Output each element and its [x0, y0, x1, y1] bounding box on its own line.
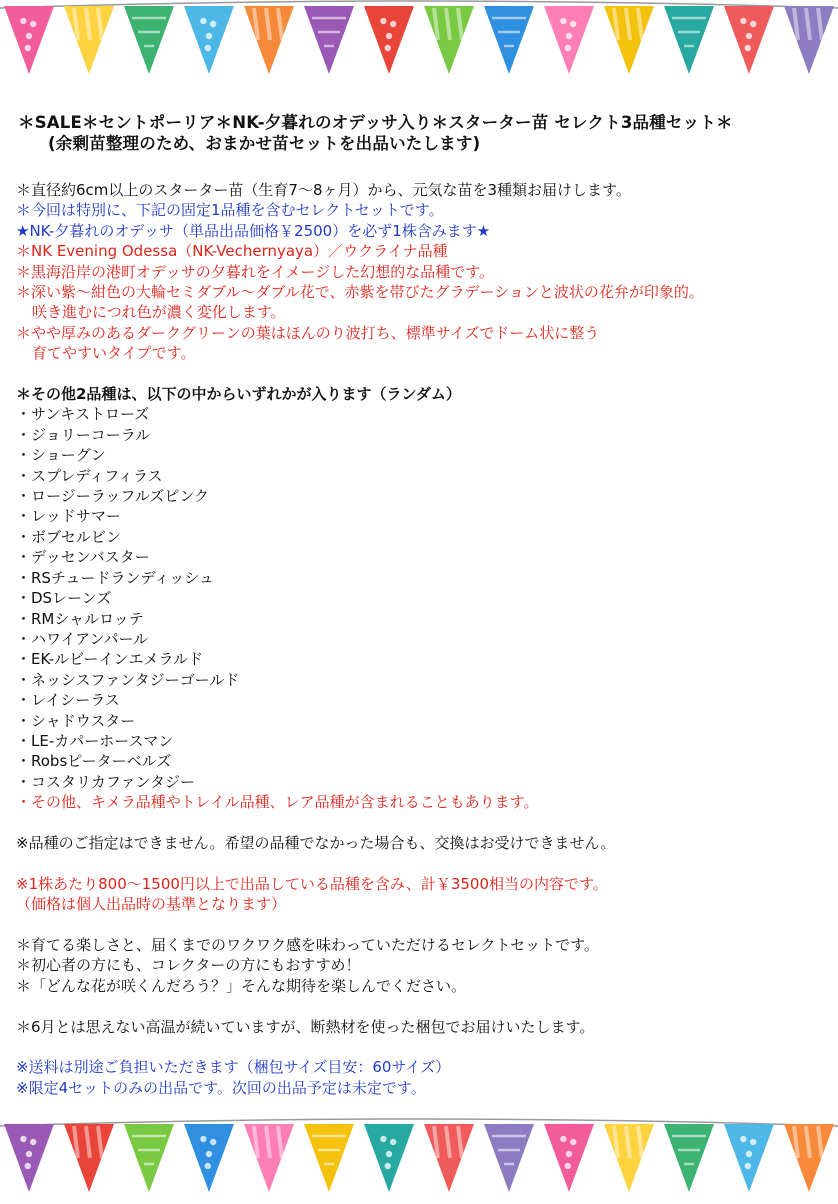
flag-dot [560, 1136, 566, 1142]
variety-item: ・ボブセルビン [16, 527, 121, 546]
flag-dot [746, 1151, 752, 1157]
flag-dot [380, 1136, 386, 1142]
variety-item: ・RMシャルロッテ [16, 609, 144, 628]
pennant-flag [664, 1124, 714, 1192]
variety-item: ・シャドウスター [16, 711, 136, 730]
flag-dot [750, 21, 756, 27]
flag-dot [390, 21, 396, 27]
flag-dot [210, 21, 216, 27]
pennant-flag [124, 1124, 174, 1192]
flag-dot [206, 33, 212, 39]
variety-item: ・LE-カパーホースマン [16, 731, 174, 750]
shipping-note: ＊6月とは思えない高温が続いていますが、断熱材を使った梱包でお届けいたします。 [16, 1017, 595, 1036]
flag-dot [30, 21, 36, 27]
pennant-flag [544, 1124, 594, 1192]
other-varieties-section [16, 384, 826, 813]
flag-dot [30, 1139, 36, 1145]
flag-dot [746, 33, 752, 39]
flag-dot [200, 18, 206, 24]
variety-note: ・その他、キメラ品種やトレイル品種、レア品種が含まれることもあります。 [16, 793, 539, 812]
flag-dot [206, 1151, 212, 1157]
listing-description [16, 112, 826, 1098]
pennant-flag [304, 6, 354, 74]
pennant-flag [124, 6, 174, 74]
flag-dot [750, 1139, 756, 1145]
flag-dot [200, 1136, 206, 1142]
variety-item: ・スプレディフィラス [16, 466, 163, 485]
variety-item: ・コスタリカファンタジー [16, 772, 195, 791]
flag-dot [386, 1151, 392, 1157]
variety-detail-line: 育てやすいタイプです。 [32, 344, 196, 363]
variety-detail-line: ＊深い紫〜紺色の大輪セミダブル〜ダブル花で、赤紫を帯びたグラデーションと波状の花弁が印象的。 [16, 283, 704, 302]
variety-detail-line: ＊やや厚みのあるダークグリーンの葉はほんのり波打ち、標準サイズでドーム状に整う [16, 323, 600, 342]
flag-dot [385, 1163, 391, 1169]
pennant-flag [724, 6, 774, 74]
flag-dot [740, 18, 746, 24]
pennant-flag [364, 1124, 414, 1192]
flag-dot [570, 1139, 576, 1145]
variety-detail-line: ＊NK Evening Odessa（NK-Vechernyaya）／ウクライナ品種 [16, 242, 448, 261]
appeal-line: ＊「どんな花が咲くんだろう？」そんな期待を楽しんでください。 [16, 976, 467, 995]
pennant-flag [664, 6, 714, 74]
flag-dot [20, 1136, 26, 1142]
pennant-flag [724, 1124, 774, 1192]
variety-item: ・レイシーラス [16, 691, 120, 710]
variety-item: ・Robsピーターベルズ [16, 752, 172, 771]
other-varieties-heading: ＊その他2品種は、以下の中からいずれかが入ります（ランダム） [16, 385, 461, 404]
flag-dot [25, 1163, 31, 1169]
pennant-flag [484, 1124, 534, 1192]
appeal-line: ＊育てる楽しさと、届くまでのワクワク感を味わっていただけるセレクトセットです。 [16, 935, 599, 954]
variety-list [16, 404, 826, 792]
shipping-fee-note: ※送料は別途ご負担いただきます（梱包サイズ目安：60サイズ） [16, 1058, 451, 1077]
pennant-flag [4, 1124, 54, 1192]
variety-item: ・ネッシスファンタジーゴールド [16, 670, 240, 689]
flag-dot [385, 45, 391, 51]
variety-item: ・DSレーンズ [16, 589, 112, 608]
listing-title [16, 112, 826, 154]
appeal-line: ＊初心者の方にも、コレクターの方にもおすすめ！ [16, 956, 361, 975]
flag-dot [745, 1163, 751, 1169]
flag-dot [386, 33, 392, 39]
variety-detail-line: ＊黒海沿岸の港町オデッサの夕暮れをイメージした幻想的な品種です。 [16, 262, 495, 281]
flag-dot [210, 1139, 216, 1145]
flag-dot [565, 45, 571, 51]
pennant-flag [184, 6, 234, 74]
flag-dot [20, 18, 26, 24]
variety-detail-line: 咲き進むにつれ色が濃く変化します。 [32, 303, 286, 322]
pennant-flag [544, 6, 594, 74]
value-line: ※1株あたり800〜1500円以上で出品している品種を含み、計￥3500相当の内容です。 [16, 874, 608, 893]
title-line-2: (余剰苗整理のため、おまかせ苗セットを出品いたします) [48, 134, 481, 153]
variety-item: ・デッセンバスター [16, 548, 150, 567]
variety-item: ・RSチュードランディッシュ [16, 568, 214, 587]
flag-dot [26, 33, 32, 39]
flag-dot [560, 18, 566, 24]
flag-dot [565, 1163, 571, 1169]
variety-item: ・サンキストローズ [16, 405, 150, 424]
flag-dot [25, 45, 31, 51]
value-line: （価格は個人出品時の基準となります） [16, 895, 287, 914]
bunting-bottom [0, 1118, 838, 1204]
flag-dot [390, 1139, 396, 1145]
flag-dot [26, 1151, 32, 1157]
flag-dot [740, 1136, 746, 1142]
pennant-flag [304, 1124, 354, 1192]
pennant-flag [4, 6, 54, 74]
intro-section [16, 180, 826, 364]
flag-dot [566, 33, 572, 39]
flag-dot [205, 1163, 211, 1169]
flag-dot [205, 45, 211, 51]
flag-dot [566, 1151, 572, 1157]
variety-item: ・ハワイアンパール [16, 629, 149, 648]
variety-item: ・レッドサマー [16, 507, 121, 526]
title-line-1: ＊SALE＊セントポーリア＊NK-夕暮れのオデッサ入り＊スターター苗 セレクト3品種セット＊ [18, 113, 733, 132]
flag-dot [380, 18, 386, 24]
fixed-variety-line: ★NK-夕暮れのオデッサ（単品出品価格￥2500）を必ず1株含みます★ [16, 221, 491, 240]
pennant-flag [484, 6, 534, 74]
notice-line: ※品種のご指定はできません。希望の品種でなかった場合も、交換はお受けできません。 [16, 833, 616, 852]
intro-line: ＊直径約6cm以上のスターター苗（生育7〜8ヶ月）から、元気な苗を3種類お届けします。 [16, 181, 631, 199]
variety-item: ・ショーグン [16, 446, 106, 465]
intro-line: ＊今回は特別に、下記の固定1品種を含むセレクトセットです。 [16, 201, 444, 220]
bunting-top [0, 0, 838, 86]
flag-dot [570, 21, 576, 27]
flag-dot [745, 45, 751, 51]
variety-item: ・EK-ルビーインエメラルド [16, 650, 204, 669]
pennant-flag [184, 1124, 234, 1192]
pennant-flag [364, 6, 414, 74]
limited-sets-note: ※限定4セットのみの出品です。次回の出品予定は未定です。 [16, 1078, 426, 1097]
variety-item: ・ロージーラッフルズピンク [16, 487, 210, 506]
variety-item: ・ジョリーコーラル [16, 425, 151, 444]
